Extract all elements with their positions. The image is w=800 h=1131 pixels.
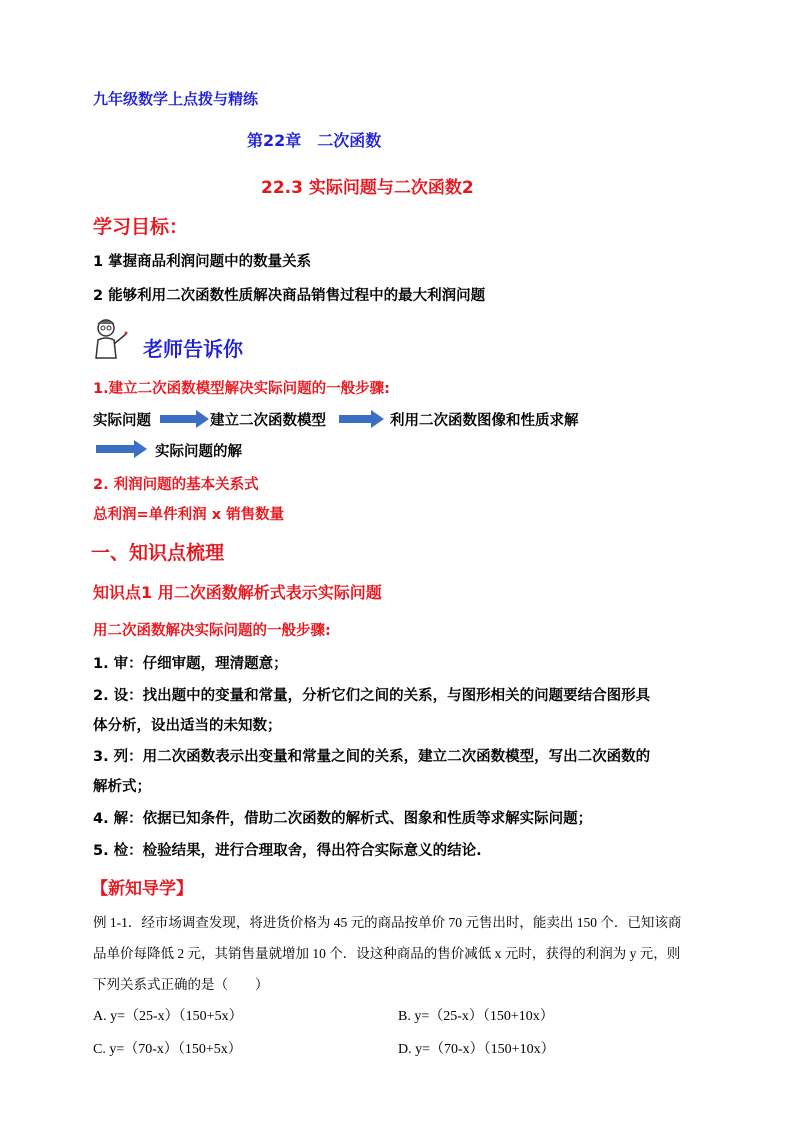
flow-step-4: 实际问题的解: [155, 444, 242, 460]
objectives-heading: 学习目标：: [93, 216, 189, 238]
option-b: B. y=（25-x）（150+10x）: [398, 1009, 554, 1024]
flow-arrow-2: [339, 409, 385, 429]
teacher-icon: [90, 316, 130, 360]
example-line-2: 品单价每降低 2 元，其销售量就增加 10 个．设这种商品的售价减低 x 元时，获得的利润为 y 元，则: [93, 946, 681, 961]
step-line-5: 5. 检：检验结果，进行合理取舍，得出符合实际意义的结论.: [93, 843, 482, 859]
objective-item-1: 1 掌握商品利润问题中的数量关系: [93, 254, 312, 270]
option-c: C. y=（70-x）（150+5x）: [93, 1042, 242, 1057]
step-line-2: 2. 设：找出题中的变量和常量，分析它们之间的关系，与图形相关的问题要结合图形具: [93, 688, 651, 704]
example-line-3: 下列关系式正确的是（ ）: [93, 977, 269, 992]
step-line-2b: 体分析，设出适当的未知数；: [93, 718, 282, 734]
chapter-title: 第22章 二次函数: [247, 131, 382, 150]
point2-formula: 总利润=单件利润 x 销售数量: [93, 507, 285, 523]
objective-item-2: 2 能够利用二次函数性质解决商品销售过程中的最大利润问题: [93, 288, 486, 304]
kp1-title: 知识点1 用二次函数解析式表示实际问题: [93, 583, 382, 602]
point2-title: 2. 利润问题的基本关系式: [93, 477, 259, 493]
step-line-4: 4. 解：依据已知条件，借助二次函数的解析式、图象和性质等求解实际问题；: [93, 811, 593, 827]
step-line-3b: 解析式；: [93, 779, 151, 795]
option-d: D. y=（70-x）（150+10x）: [398, 1042, 555, 1057]
new-knowledge-heading: 【新知导学】: [91, 879, 193, 899]
step-line-3: 3. 列：用二次函数表示出变量和常量之间的关系，建立二次函数模型，写出二次函数的: [93, 749, 651, 765]
point1-title: 1.建立二次函数模型解决实际问题的一般步骤:: [93, 381, 390, 397]
step-line-1: 1. 审：仔细审题，理清题意；: [93, 656, 288, 672]
flow-arrow-3: [96, 439, 148, 459]
flow-arrow-1: [160, 409, 210, 429]
example-line-1: 例 1-1．经市场调查发现，将进货价格为 45 元的商品按单价 70 元售出时，能卖出 150 个．已知该商: [93, 915, 682, 930]
flow-step-1: 实际问题: [93, 413, 151, 429]
section-title: 22.3 实际问题与二次函数2: [261, 178, 474, 198]
teacher-heading: 老师告诉你: [143, 337, 243, 361]
flow-step-3: 利用二次函数图像和性质求解: [390, 413, 579, 429]
option-a: A. y=（25-x）（150+5x）: [93, 1009, 243, 1024]
flow-step-2: 建立二次函数模型: [210, 413, 326, 429]
book-title: 九年级数学上点拨与精练: [93, 90, 259, 108]
steps-title: 用二次函数解决实际问题的一般步骤:: [93, 623, 331, 639]
section1-heading: 一、知识点梳理: [91, 542, 225, 564]
